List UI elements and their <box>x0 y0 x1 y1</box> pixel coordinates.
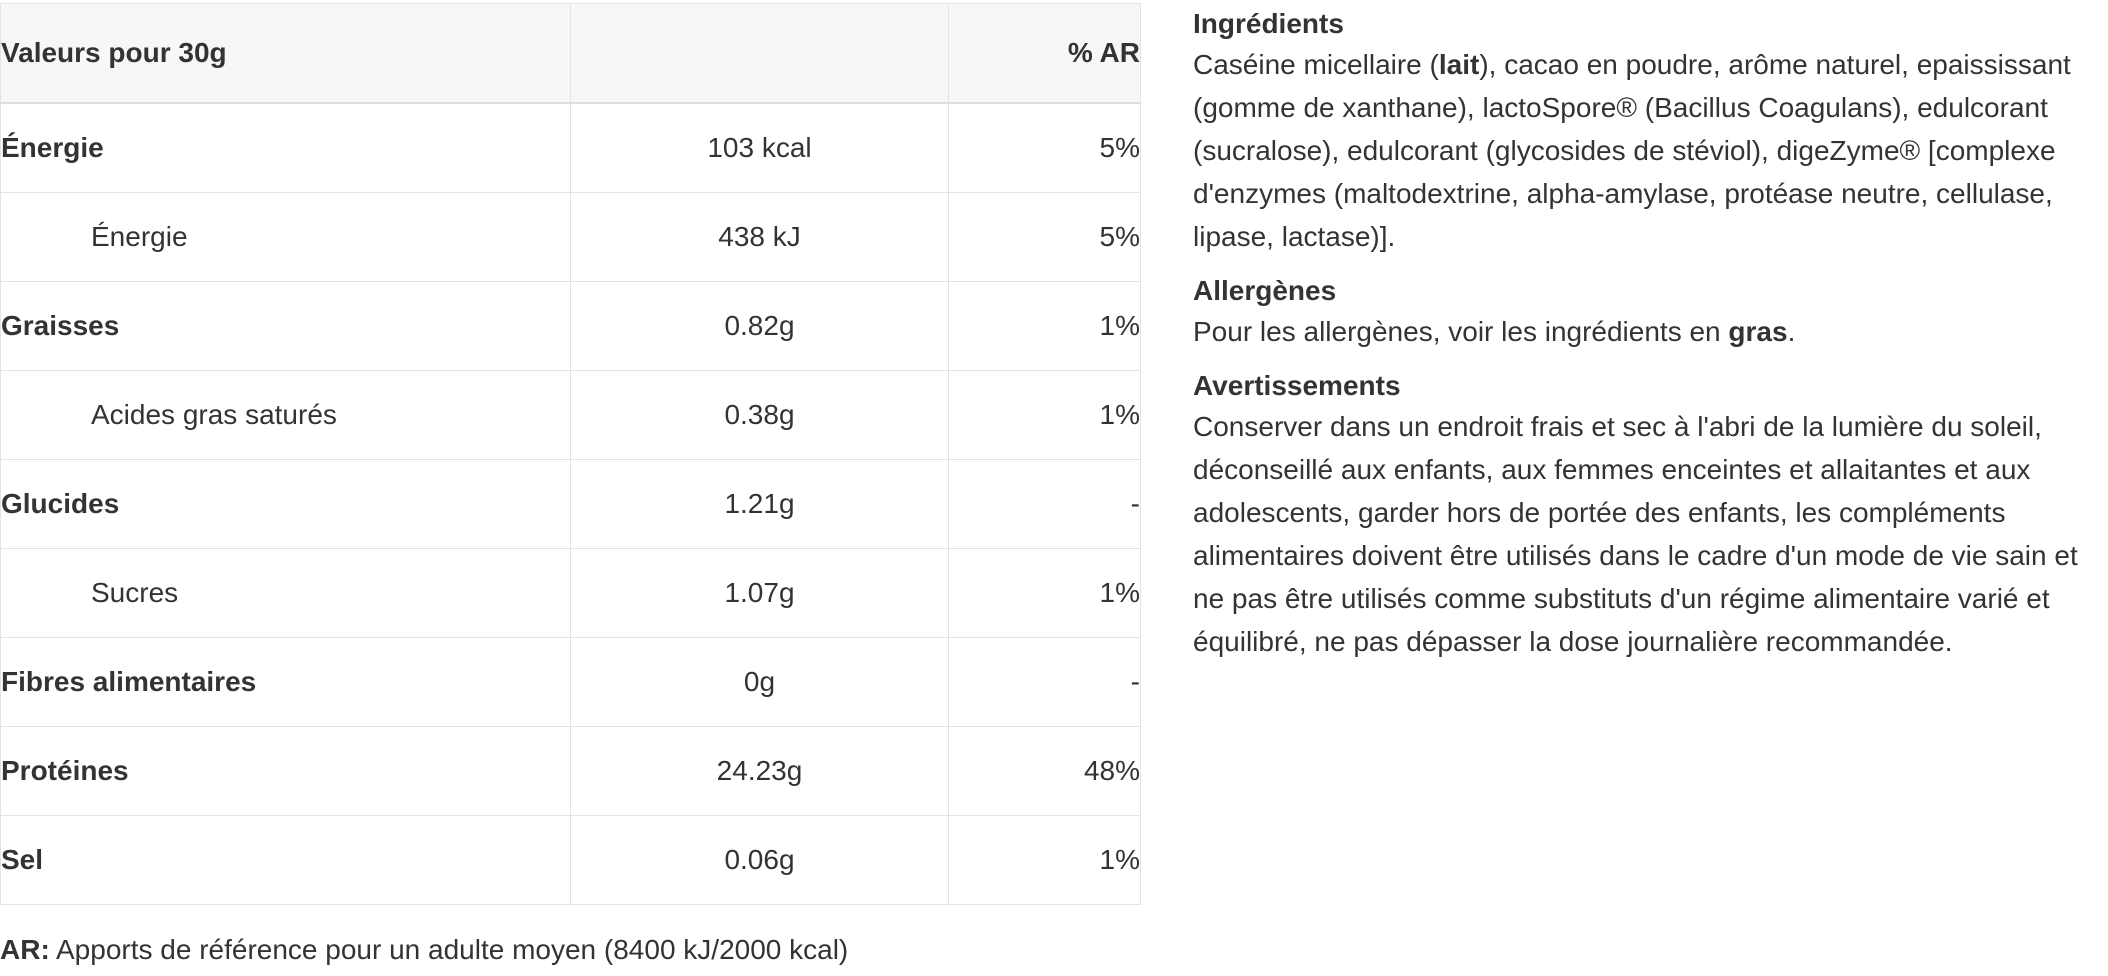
allergens-text-before: Pour les allergènes, voir les ingrédients en <box>1193 316 1729 347</box>
row-ar: 5% <box>949 103 1141 193</box>
row-label: Graisses <box>1 282 571 371</box>
table-row <box>1 549 1141 638</box>
nutrition-table <box>0 3 1141 905</box>
ingredients-text <box>1193 43 2098 258</box>
row-ar: 5% <box>949 193 1141 282</box>
row-ar: 48% <box>949 727 1141 816</box>
warnings-text: Conserver dans un endroit frais et sec à l'abri de la lumière du soleil, déconseillé aux enfants, aux femmes enceintes et allaitantes et aux adolescents, garder hors de portée des enfants, les compléments alimentaires doivent être utilisés dans le cadre d'un mode de vie sain et ne pas être utilisés comme substituts d'un régime alimentaire varié et équilibré, ne pas dépasser la dose journalière recommandée. <box>1193 411 2078 657</box>
header-amount <box>571 4 949 104</box>
table-row <box>1 816 1141 905</box>
row-amount: 24.23g <box>571 727 949 816</box>
row-amount: 438 kJ <box>571 193 949 282</box>
row-ar: 1% <box>949 371 1141 460</box>
row-amount: 103 kcal <box>571 103 949 193</box>
table-row <box>1 371 1141 460</box>
row-ar: 1% <box>949 816 1141 905</box>
warnings-section <box>1193 367 2098 663</box>
footnote-text: Apports de référence pour un adulte moyen (8400 kJ/2000 kcal) <box>49 934 849 965</box>
allergens-section <box>1193 272 2098 353</box>
header-label: Valeurs pour 30g <box>1 4 571 104</box>
row-amount: 1.21g <box>571 460 949 549</box>
allergens-title: Allergènes <box>1193 275 1337 306</box>
row-label: Glucides <box>1 460 571 549</box>
table-row <box>1 460 1141 549</box>
row-amount: 0.06g <box>571 816 949 905</box>
table-row <box>1 193 1141 282</box>
row-label: Acides gras saturés <box>1 371 571 460</box>
row-ar: - <box>949 460 1141 549</box>
row-ar: - <box>949 638 1141 727</box>
table-header-row <box>1 4 1141 104</box>
row-ar: 1% <box>949 282 1141 371</box>
nutrition-table-container <box>0 3 1140 905</box>
row-label: Sucres <box>1 549 571 638</box>
row-label: Énergie <box>1 103 571 193</box>
footnote-term: AR: <box>0 934 50 965</box>
row-amount: 0g <box>571 638 949 727</box>
allergens-bold-word: gras <box>1728 316 1788 347</box>
row-label: Protéines <box>1 727 571 816</box>
row-label: Énergie <box>1 193 571 282</box>
table-row <box>1 103 1141 193</box>
allergens-text <box>1193 310 2098 353</box>
ingredients-text-before: Caséine micellaire ( <box>1193 49 1439 80</box>
row-label: Fibres alimentaires <box>1 638 571 727</box>
ingredients-allergen: lait <box>1438 49 1480 80</box>
ingredients-text-after: ), cacao en poudre, arôme naturel, epaississant (gomme de xanthane), lactoSpore® (Bacillus Coagulans), edulcorant (sucralose), edulcorant (glycosides de stéviol), digeZyme® [complexe d'enzymes (maltodextrine, alpha-amylase, protéase neutre, cellulase, lipase, lactase)]. <box>1193 49 2071 252</box>
table-row <box>1 282 1141 371</box>
row-ar: 1% <box>949 549 1141 638</box>
table-row <box>1 727 1141 816</box>
table-row <box>1 638 1141 727</box>
row-amount: 1.07g <box>571 549 949 638</box>
reference-intake-footnote <box>0 932 848 968</box>
warnings-title: Avertissements <box>1193 370 1401 401</box>
allergens-text-after: . <box>1787 316 1796 347</box>
product-info-panel <box>1193 5 2098 677</box>
row-amount: 0.82g <box>571 282 949 371</box>
ingredients-section <box>1193 5 2098 258</box>
header-ar: % AR <box>949 4 1141 104</box>
ingredients-title: Ingrédients <box>1193 8 1344 39</box>
row-amount: 0.38g <box>571 371 949 460</box>
row-label: Sel <box>1 816 571 905</box>
